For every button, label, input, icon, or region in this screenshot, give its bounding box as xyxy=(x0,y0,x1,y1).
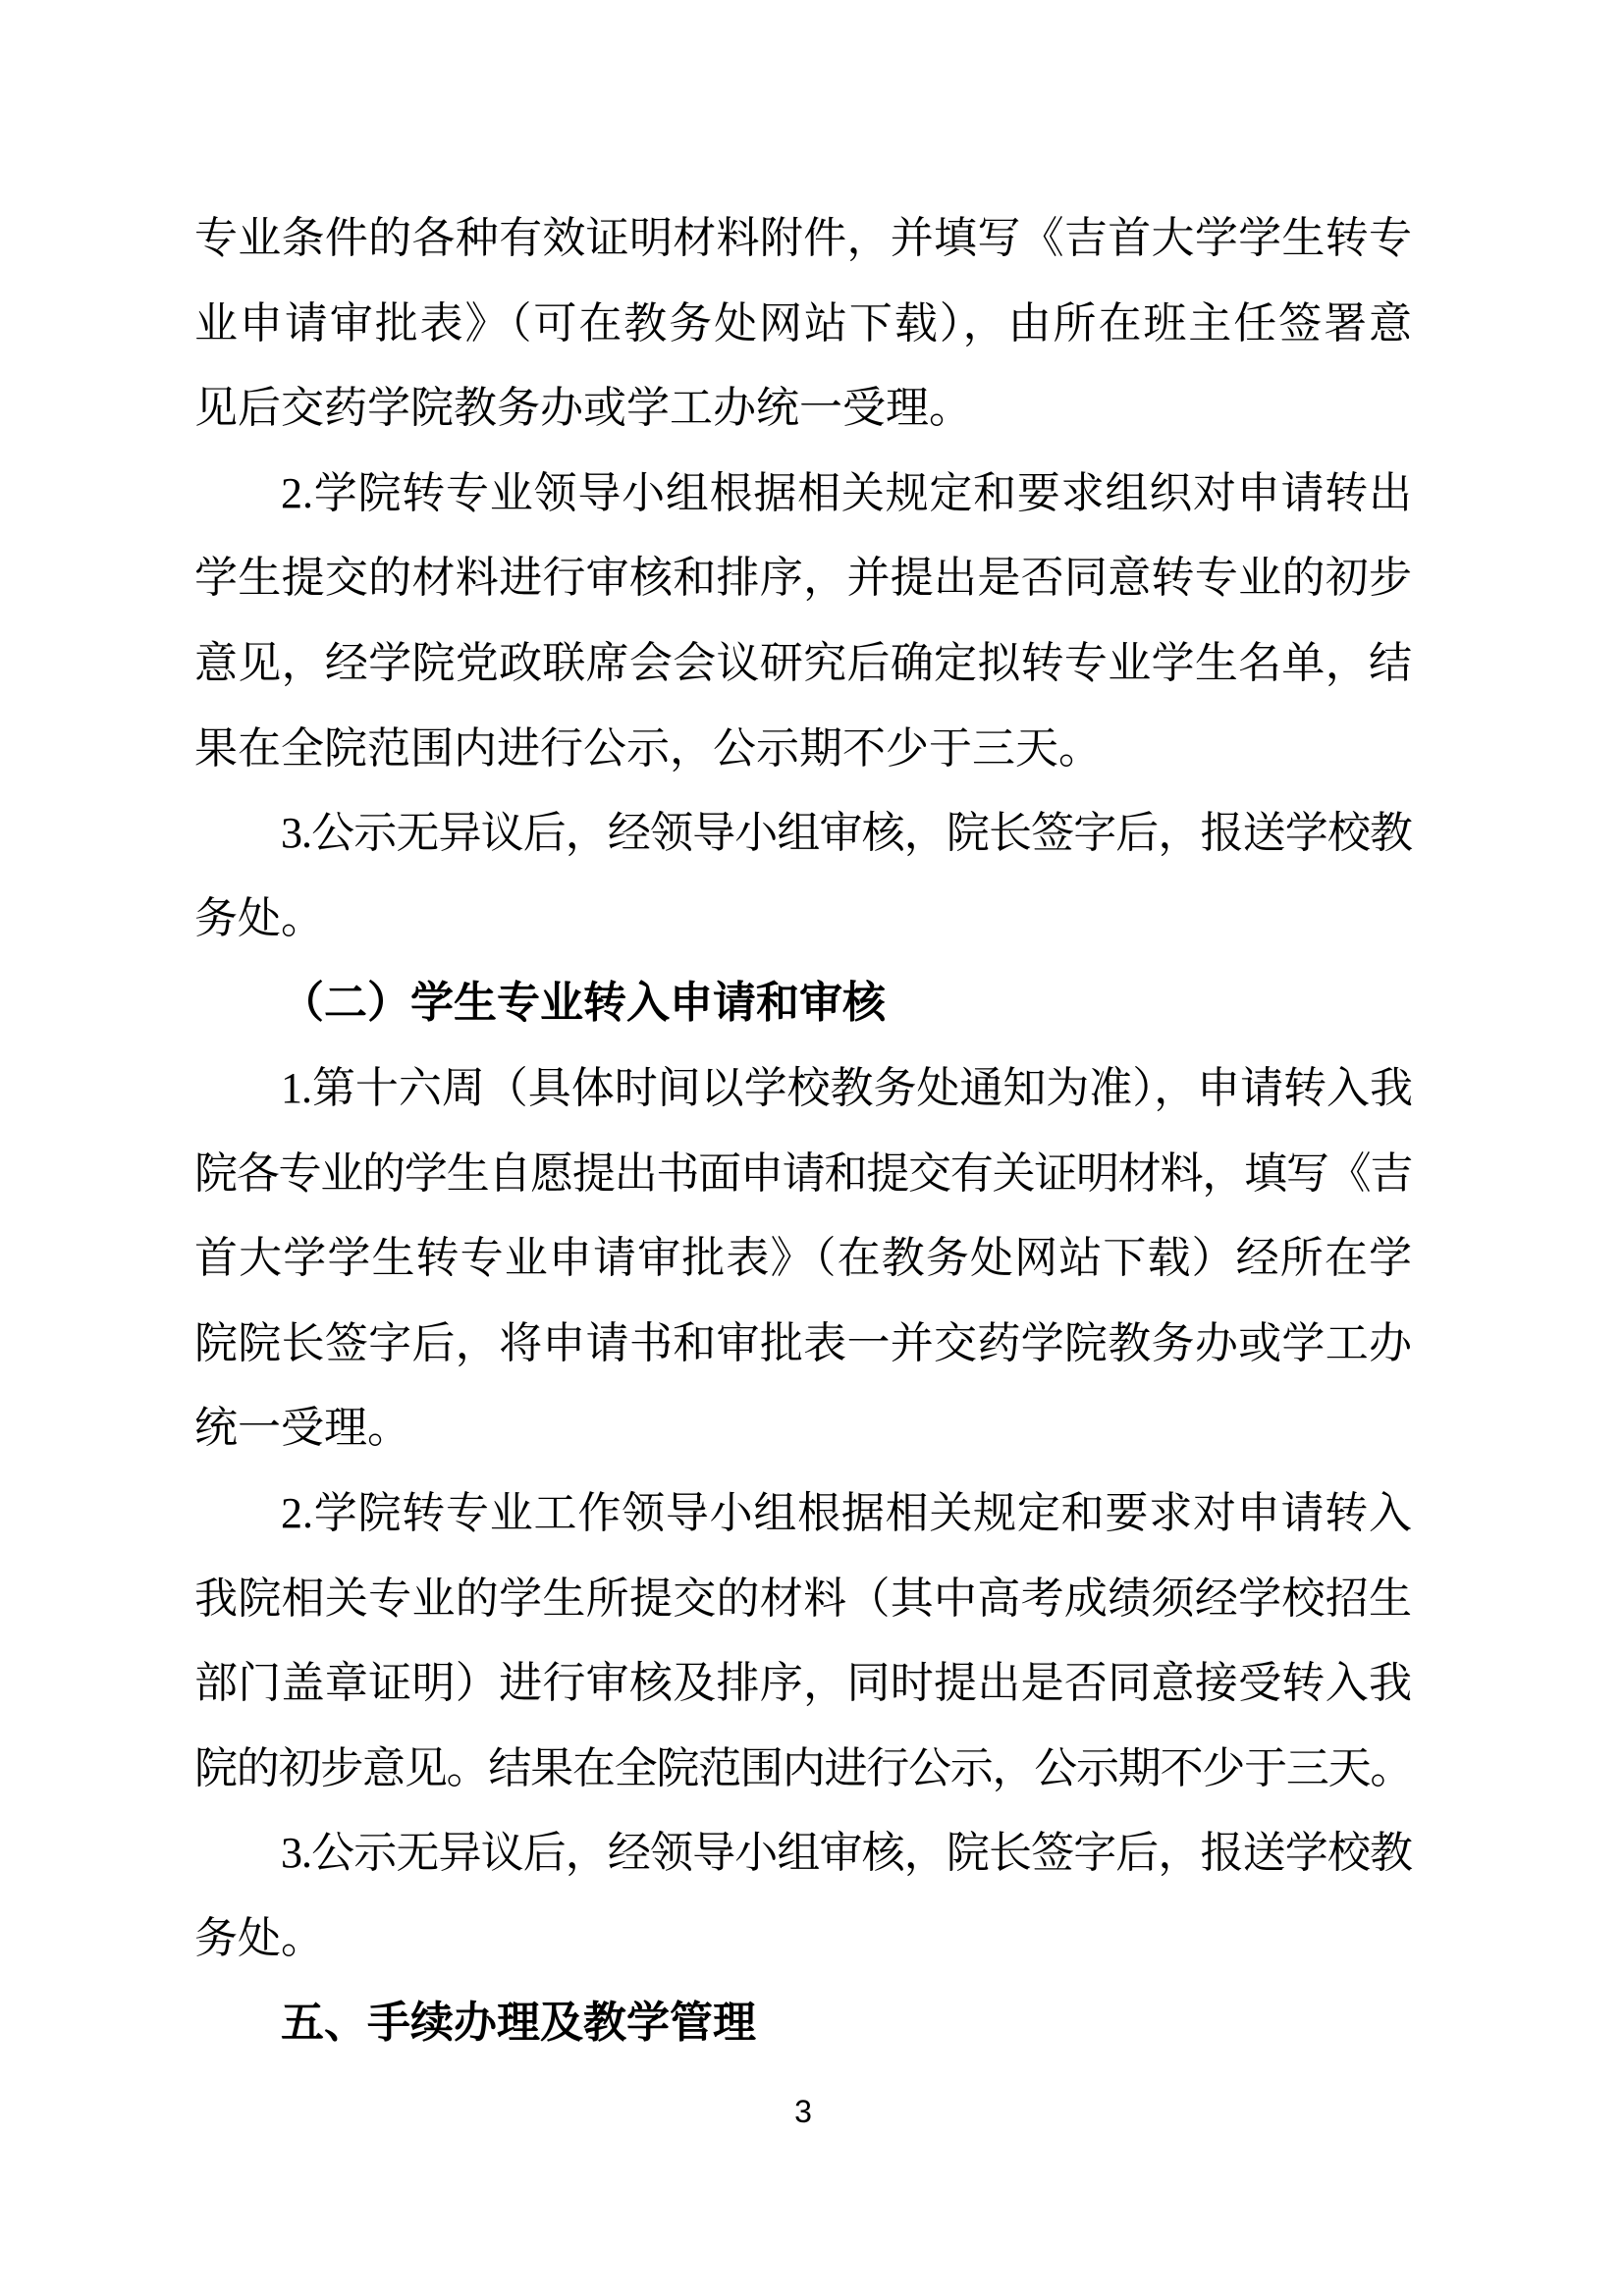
text-line: 业申请审批表》（可在教务处网站下载），由所在班主任签署意 xyxy=(194,298,1412,347)
text-line: 院的初步意见。结果在全院范围内进行公示，公示期不少于三天。 xyxy=(194,1743,1412,1792)
text-line: 务处。 xyxy=(194,893,324,942)
text-line: 1.第十六周（具体时间以学校教务处通知为准），申请转入我 xyxy=(281,1063,1412,1112)
section-heading: （二）学生专业转入申请和审核 xyxy=(281,979,886,1028)
text-line: 院院长签字后，将申请书和审批表一并交药学院教务办或学工办 xyxy=(194,1318,1412,1367)
text-line: 2.学院转专业工作领导小组根据相关规定和要求对申请转入 xyxy=(281,1488,1412,1537)
text-line: 部门盖章证明）进行审核及排序，同时提出是否同意接受转入我 xyxy=(194,1659,1412,1708)
text-line: 果在全院范围内进行公示，公示期不少于三天。 xyxy=(194,723,1102,773)
text-line: 3.公示无异议后，经领导小组审核，院长签字后，报送学校教 xyxy=(281,1829,1412,1878)
text-line: 专业条件的各种有效证明材料附件，并填写《吉首大学学生转专 xyxy=(194,214,1412,262)
text-line: 见后交药学院教务办或学工办统一受理。 xyxy=(194,384,972,433)
text-line: 3.公示无异议后，经领导小组审核，院长签字后，报送学校教 xyxy=(281,809,1412,858)
text-line: 学生提交的材料进行审核和排序，并提出是否同意转专业的初步 xyxy=(194,554,1412,603)
section-heading: 五、手续办理及教学管理 xyxy=(281,1999,756,2048)
text-line: 统一受理。 xyxy=(194,1404,410,1453)
text-line: 2.学院转专业领导小组根据相关规定和要求组织对申请转出 xyxy=(281,468,1412,517)
text-line: 院各专业的学生自愿提出书面申请和提交有关证明材料，填写《吉 xyxy=(194,1148,1412,1198)
text-line: 务处。 xyxy=(194,1913,324,1962)
text-line: 我院相关专业的学生所提交的材料（其中高考成绩须经学校招生 xyxy=(194,1574,1412,1623)
text-line: 首大学学生转专业申请审批表》（在教务处网站下载）经所在学 xyxy=(194,1234,1412,1283)
page-number: 3 xyxy=(794,2094,812,2130)
text-line: 意见，经学院党政联席会会议研究后确定拟转专业学生名单，结 xyxy=(194,638,1412,687)
